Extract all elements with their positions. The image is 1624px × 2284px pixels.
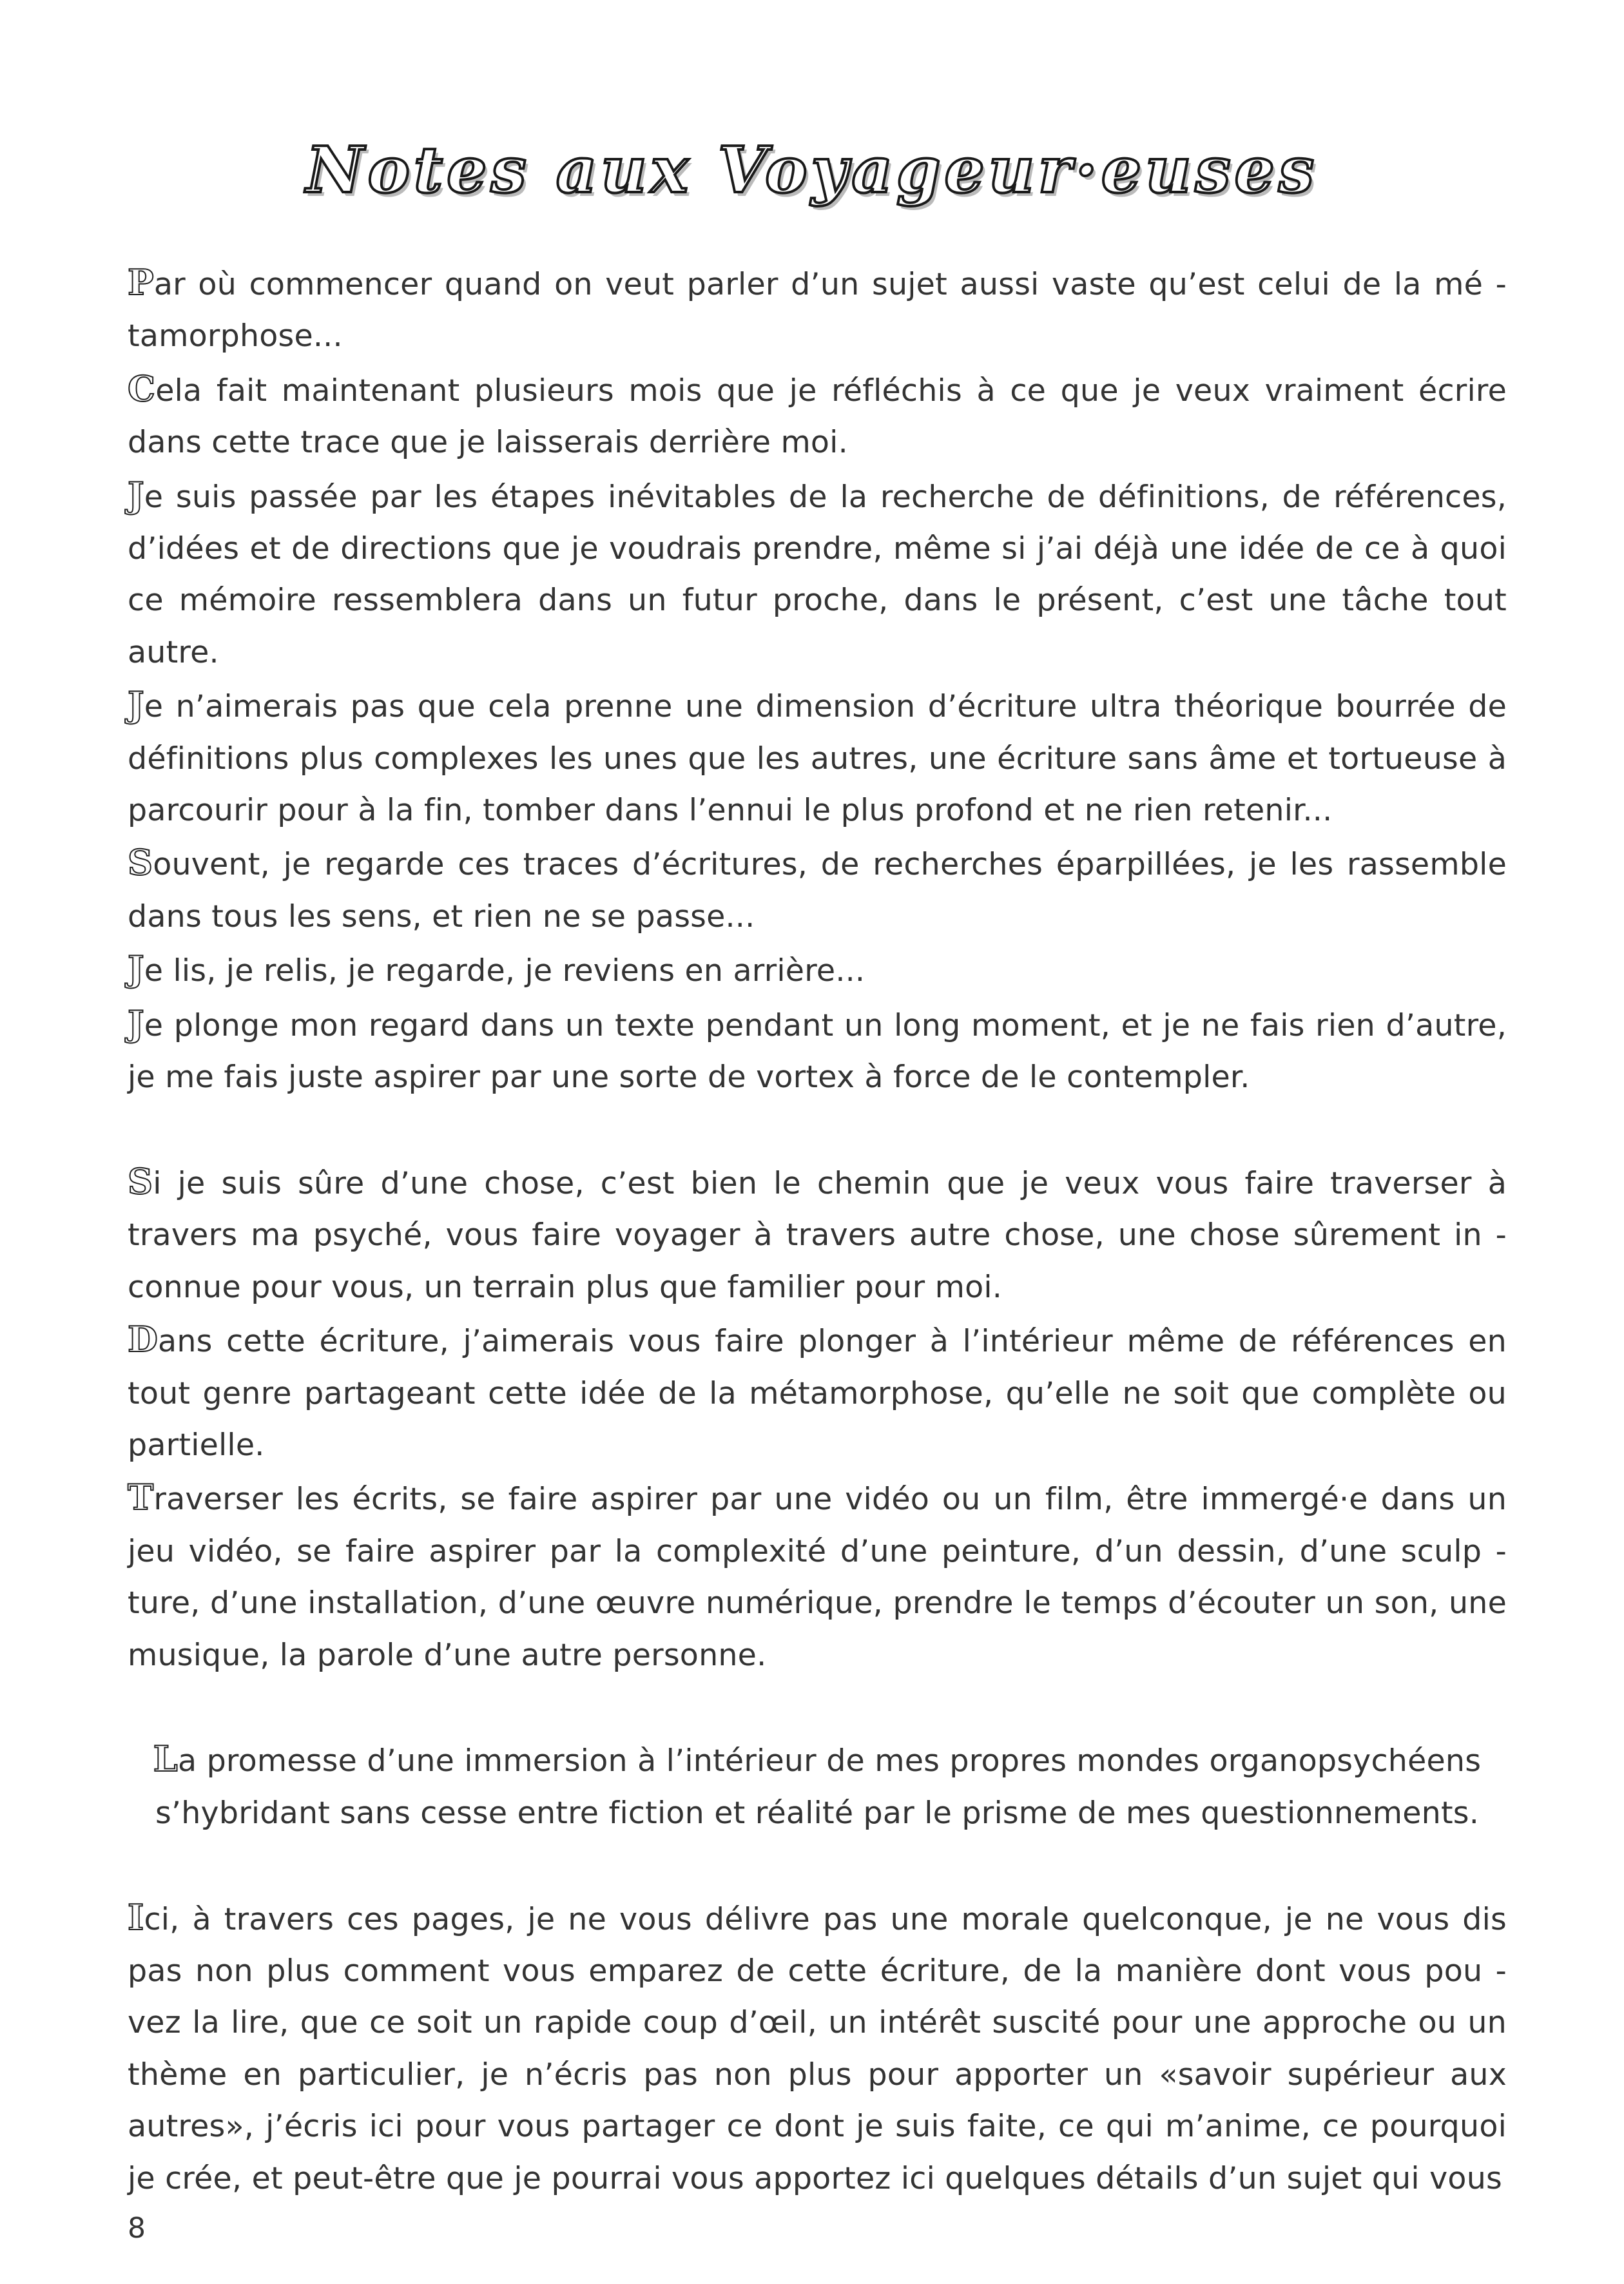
drop-cap: J <box>128 474 144 516</box>
page-title: Notes aux Voyageur·euses <box>305 133 1319 208</box>
body-text <box>128 256 1507 2205</box>
paragraph-text: e suis passée par les étapes inévitables de la recherche de définitions, de références, d’idées et de directions que je voudrais prendre, même si j’ai déjà une idée de ce à quoi ce mémoire ressemblera dans un futur proche, dans le présent, c’est une tâche tout autre. <box>128 479 1507 670</box>
drop-cap: D <box>128 1319 159 1360</box>
drop-cap: J <box>128 1002 144 1044</box>
drop-cap: L <box>153 1738 178 1780</box>
paragraph <box>128 1313 1507 1471</box>
drop-cap: J <box>128 948 144 990</box>
paragraph <box>128 1892 1507 2205</box>
paragraph <box>128 1471 1507 1681</box>
paragraph <box>128 256 1507 363</box>
paragraph-spacer <box>128 1681 1507 1733</box>
drop-cap: C <box>128 367 156 409</box>
paragraph-text: a promesse d’une immersion à l’intérieur de mes propres mondes organopsychéens s’hybridant sans cesse entre fiction et réalité par le prisme de mes questionnements. <box>155 1743 1482 1831</box>
drop-cap: P <box>128 262 154 303</box>
drop-cap: S <box>128 1160 153 1202</box>
paragraph-spacer <box>128 1839 1507 1891</box>
drop-cap: S <box>128 842 153 884</box>
paragraph-text: ci, à travers ces pages, je ne vous délivre pas une morale quelconque, je ne vous dis pas non plus comment vous emparez de cette écriture, de la manière dont vous pou - vez la lire, que ce soit un rapide coup d’œil, un intérêt suscité pour une approche ou un thème en particulier, je n’écris pas non plus pour apporter un «savoir supérieur aux autres», j’écris ici pour vous partager ce dont je suis faite, ce qui m’anime, ce pourquoi je crée, et peut-être que je pourrai vous apportez ici quelques détails d’un sujet qui vous <box>128 1901 1507 2196</box>
drop-cap: J <box>128 684 144 726</box>
paragraph-text: raverser les écrits, se faire aspirer par une vidéo ou un film, être immergé·e dans un jeu vidéo, se faire aspirer par la complexité d’une peinture, d’un dessin, d’une sculp - ture, d’une installation, d’une œuvre numérique, prendre le temps d’écouter un son, une musique, la parole d’une autre personne. <box>128 1482 1507 1673</box>
paragraph <box>128 469 1507 679</box>
paragraph-text: i je suis sûre d’une chose, c’est bien le chemin que je veux vous faire traverser à travers ma psyché, vous faire voyager à travers autre chose, une chose sûrement in - connue pour vous, un terrain plus que familier pour moi. <box>128 1165 1507 1305</box>
paragraph-text: ela fait maintenant plusieurs mois que je réfléchis à ce que je veux vraiment écrire dans cette trace que je laisserais derrière moi. <box>128 373 1507 461</box>
paragraph <box>128 363 1507 469</box>
page-number: 8 <box>128 2212 146 2245</box>
paragraph <box>128 998 1507 1104</box>
paragraph-text: e plonge mon regard dans un texte pendant un long moment, et je ne fais rien d’autre, je me fais juste aspirer par une sorte de vortex à force de le contempler. <box>128 1007 1507 1096</box>
paragraph-text: ans cette écriture, j’aimerais vous faire plonger à l’intérieur même de références en tout genre partageant cette idée de la métamorphose, qu’elle ne soit que complète ou partielle. <box>128 1324 1507 1463</box>
paragraph-text: e lis, je relis, je regarde, je reviens en arrière... <box>144 953 865 989</box>
paragraph-text: ouvent, je regarde ces traces d’écritures, de recherches éparpillées, je les rassemble dans tous les sens, et rien ne se passe... <box>128 847 1507 934</box>
paragraph-spacer <box>128 1104 1507 1156</box>
paragraph-text: e n’aimerais pas que cela prenne une dimension d’écriture ultra théorique bourrée de définitions plus complexes les unes que les autres, une écriture sans âme et tortueuse à parcourir pour à la fin, tomber dans l’ennui le plus profond et ne rien retenir... <box>128 689 1507 829</box>
pull-quote <box>128 1733 1507 1839</box>
drop-cap: T <box>128 1476 154 1518</box>
drop-cap: I <box>128 1896 144 1938</box>
paragraph <box>128 943 1507 997</box>
paragraph-text: ar où commencer quand on veut parler d’un sujet aussi vaste qu’est celui de la mé - tamorphose... <box>128 267 1507 354</box>
paragraph <box>128 679 1507 837</box>
paragraph <box>128 837 1507 943</box>
paragraph <box>128 1156 1507 1313</box>
